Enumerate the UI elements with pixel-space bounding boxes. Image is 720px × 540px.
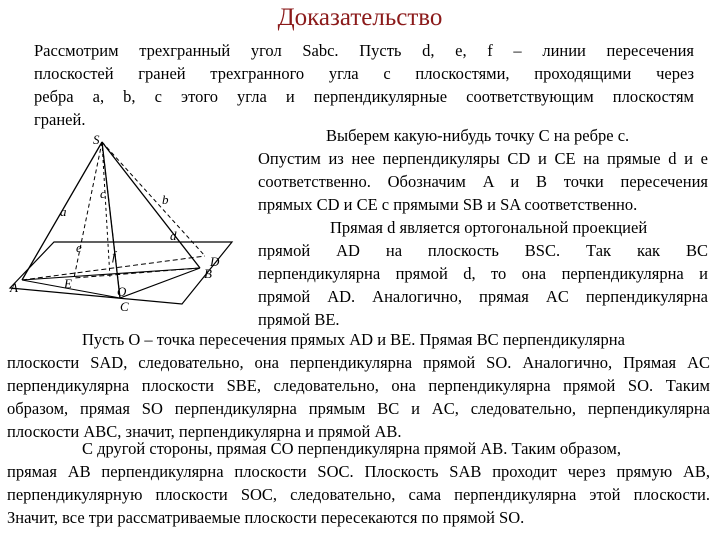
intro-line: граней. [34, 110, 86, 129]
label-f: f [112, 248, 116, 263]
text-line: плоскости SAD, следовательно, она перпендикулярна прямой SO. Аналогично, Прямая AC [7, 353, 710, 372]
label-s: S [93, 132, 100, 147]
label-d: d [170, 228, 177, 243]
paragraph-4 [7, 437, 710, 529]
intro-line: плоскостей граней трехгранного угла с плоскостями, проходящими через [34, 64, 694, 83]
text-line: С другой стороны, прямая CO перпендикулярна прямой AB. Таким образом, [82, 439, 621, 458]
text-line: соответственно. Обозначим A и B точки пересечения [258, 172, 708, 191]
text-line: плоскости ABC, значит, перпендикулярна и прямой AB. [7, 422, 402, 441]
paragraph-3 [7, 328, 710, 443]
text-line: Значит, все три рассматриваемые плоскости пересекаются по прямой SO. [7, 508, 525, 527]
text-line: прямой BE. [258, 310, 340, 329]
intro-line: Рассмотрим трехгранный угол Sabc. Пусть d, e, f – линии пересечения [34, 41, 694, 60]
text-line: прямая AB перпендикулярна плоскости SOC. Плоскость SAB проходит через прямую AB, [7, 462, 710, 481]
text-line: перпендикулярна плоскости SBE, следовательно, она перпендикулярна прямой SO. Таким [7, 376, 710, 395]
label-c-point: C [120, 299, 129, 314]
label-b-edge: b [162, 192, 169, 207]
page-title: Доказательство [277, 4, 443, 31]
label-o-point: O [117, 284, 127, 299]
line-e [74, 142, 102, 278]
right-paragraph-1 [258, 124, 708, 216]
intro-line: ребра a, b, c этого угла и перпендикулярные соответствующим плоскостям [34, 87, 694, 106]
trihedral-angle-figure [0, 128, 250, 318]
right-paragraph-2 [258, 216, 708, 331]
label-e: e [76, 240, 82, 255]
label-a-point: A [10, 280, 18, 295]
label-d-point: D [210, 254, 220, 269]
text-line: образом, прямая SO перпендикулярна прямым BC и AC, следовательно, перпендикулярна [7, 399, 710, 418]
text-line: прямых CD и CE с прямыми SB и SA соответственно. [258, 195, 638, 214]
text-line: прямой AD на плоскость BSC. Так как BC [258, 241, 708, 260]
edge-b [102, 142, 200, 268]
intro-paragraph [34, 39, 694, 131]
label-e-point: E [64, 276, 72, 291]
label-c-edge: c [100, 186, 106, 201]
line-f [102, 142, 110, 278]
label-a-edge: a [60, 204, 67, 219]
text-line: прямой AD. Аналогично, прямая AC перпендикулярна [258, 287, 708, 306]
text-line: Пусть O – точка пересечения прямых AD и BE. Прямая BC перпендикулярна [82, 330, 625, 349]
text-line: Прямая d является ортогональной проекцией [330, 218, 648, 237]
text-line: перпендикулярна прямой d, то она перпендикулярна и [258, 264, 708, 283]
text-line: Выберем какую-нибудь точку C на ребре c. [326, 126, 630, 145]
text-line: Опустим из нее перпендикуляры CD и CE на прямые d и e [258, 149, 708, 168]
text-line: перпендикулярную плоскости SOC, следовательно, сама перпендикулярна этой плоскости. [7, 485, 710, 504]
segment-be [74, 268, 200, 278]
label-b-point: B [204, 266, 212, 281]
line-d [102, 142, 205, 256]
